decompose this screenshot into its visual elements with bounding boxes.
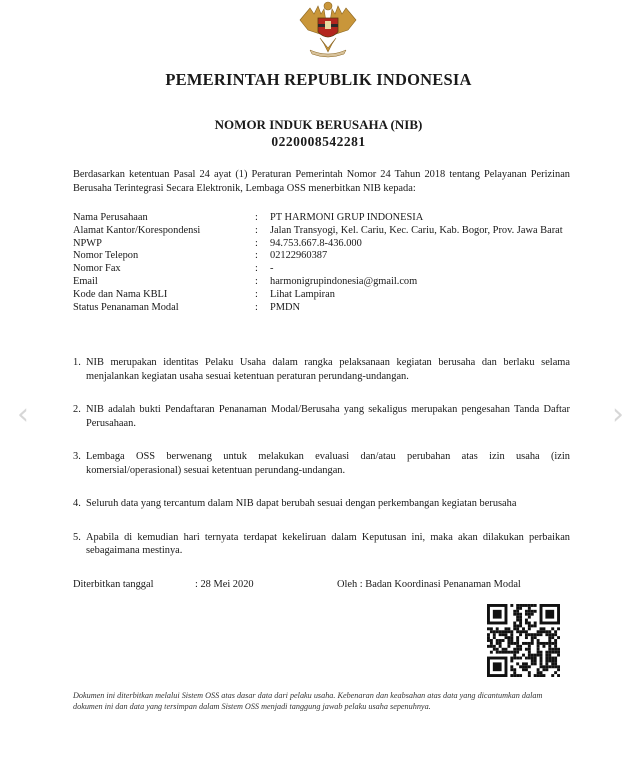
info-colon: : [255,275,258,287]
garuda-emblem-icon [296,0,360,58]
info-row-investment-status [73,302,570,315]
list-item-number: 1. [73,357,81,368]
list-item-number: 4. [73,498,81,509]
info-colon: : [255,301,258,313]
info-colon: : [255,212,258,223]
list-item-text: Apabila di kemudian hari ternyata terdapat kekeliruan dalam Keputusan ini, maka akan dilakukan perbaikan sebagaimana mestinya. [86,531,570,556]
nib-number: 0220008542281 [271,134,366,149]
info-label: Status Penanaman Modal [73,301,179,313]
provisions-list [73,356,570,558]
info-row-email [73,276,570,289]
list-item-number: 2. [73,404,81,415]
info-label: Nomor Fax [73,263,121,275]
info-label: Alamat Kantor/Korespondensi [73,224,201,236]
list-item [73,497,570,511]
qr-code-icon [487,603,560,678]
info-row-company-name [73,212,570,225]
chevron-left-icon[interactable]: ‹ [17,397,29,432]
government-title: PEMERINTAH REPUBLIK INDONESIA [165,70,472,89]
info-value: 02122960387 [270,250,328,262]
list-item-text: NIB adalah bukti Pendaftaran Penanaman Modal/Berusaha yang sekaligus merupakan pengesahan Tanda Daftar Perusahaan. [86,404,570,429]
info-row-address [73,225,570,238]
info-value: harmonigrupindonesia@gmail.com [270,275,418,287]
info-colon: : [255,250,258,262]
document-title: NOMOR INDUK BERUSAHA (NIB) [214,117,423,132]
info-row-fax [73,263,570,276]
list-item-text: Seluruh data yang tercantum dalam NIB dapat berubah sesuai dengan perkembangan kegiatan berusaha [86,498,517,509]
info-label: Kode dan Nama KBLI [73,288,168,300]
info-row-kbli [73,289,570,302]
info-label: NPWP [73,237,102,249]
disclaimer-footer: Dokumen ini diterbitkan melalui Sistem OSS atas dasar data dari pelaku usaha. Kebenaran dan keabsahan atas data yang dicantumkan dalam dokumen ini dan data yang tersimpan dalam Sistem OSS menjadi tanggung jawab pelaku usaha sepenuhnya. [73,691,543,711]
info-colon: : [255,288,258,300]
info-value: PMDN [270,301,301,313]
info-value: PT HARMONI GRUP INDONESIA [270,212,424,223]
chevron-right-icon[interactable]: › [612,397,624,432]
issue-date-value: : 28 Mei 2020 [195,579,254,590]
info-value: Lihat Lampiran [270,288,335,300]
info-label: Nama Perusahaan [73,212,148,223]
info-colon: : [255,237,258,249]
info-row-npwp [73,238,570,251]
info-value: 94.753.667.8-436.000 [270,237,362,249]
info-row-phone [73,250,570,263]
list-item-text: Lembaga OSS berwenang untuk melakukan evaluasi dan/atau perubahan atas izin usaha (izin komersial/operasional) sesuai ketentuan perundang-undangan. [86,451,570,476]
list-item [73,450,570,477]
info-colon: : [255,224,258,236]
issuer-text: Oleh : Badan Koordinasi Penanaman Modal [337,579,521,590]
info-value: Jalan Transyogi, Kel. Cariu, Kec. Cariu, Kab. Bogor, Prov. Jawa Barat [270,224,563,236]
list-item-number: 5. [73,531,81,543]
info-label: Email [73,275,98,287]
info-label: Nomor Telepon [73,250,139,262]
company-info [73,212,570,314]
list-item-number: 3. [73,451,81,462]
intro-paragraph: Berdasarkan ketentuan Pasal 24 ayat (1) Peraturan Pemerintah Nomor 24 Tahun 2018 tentang Pelayanan Perizinan Berusaha Terintegrasi Secara Elektronik, Lembaga OSS menerbitkan NIB kepada: [73,169,570,194]
list-item [73,403,570,430]
list-item-text: NIB merupakan identitas Pelaku Usaha dalam rangka pelaksanaan kegiatan berusaha dan berlaku selama menjalankan kegiatan usaha sesuai ketentuan peraturan perundang-undangan. [86,357,570,382]
list-item [73,531,570,558]
issue-date-label: Diterbitkan tanggal [73,579,154,590]
info-value: - [270,263,274,275]
info-colon: : [255,263,258,275]
list-item [73,356,570,383]
